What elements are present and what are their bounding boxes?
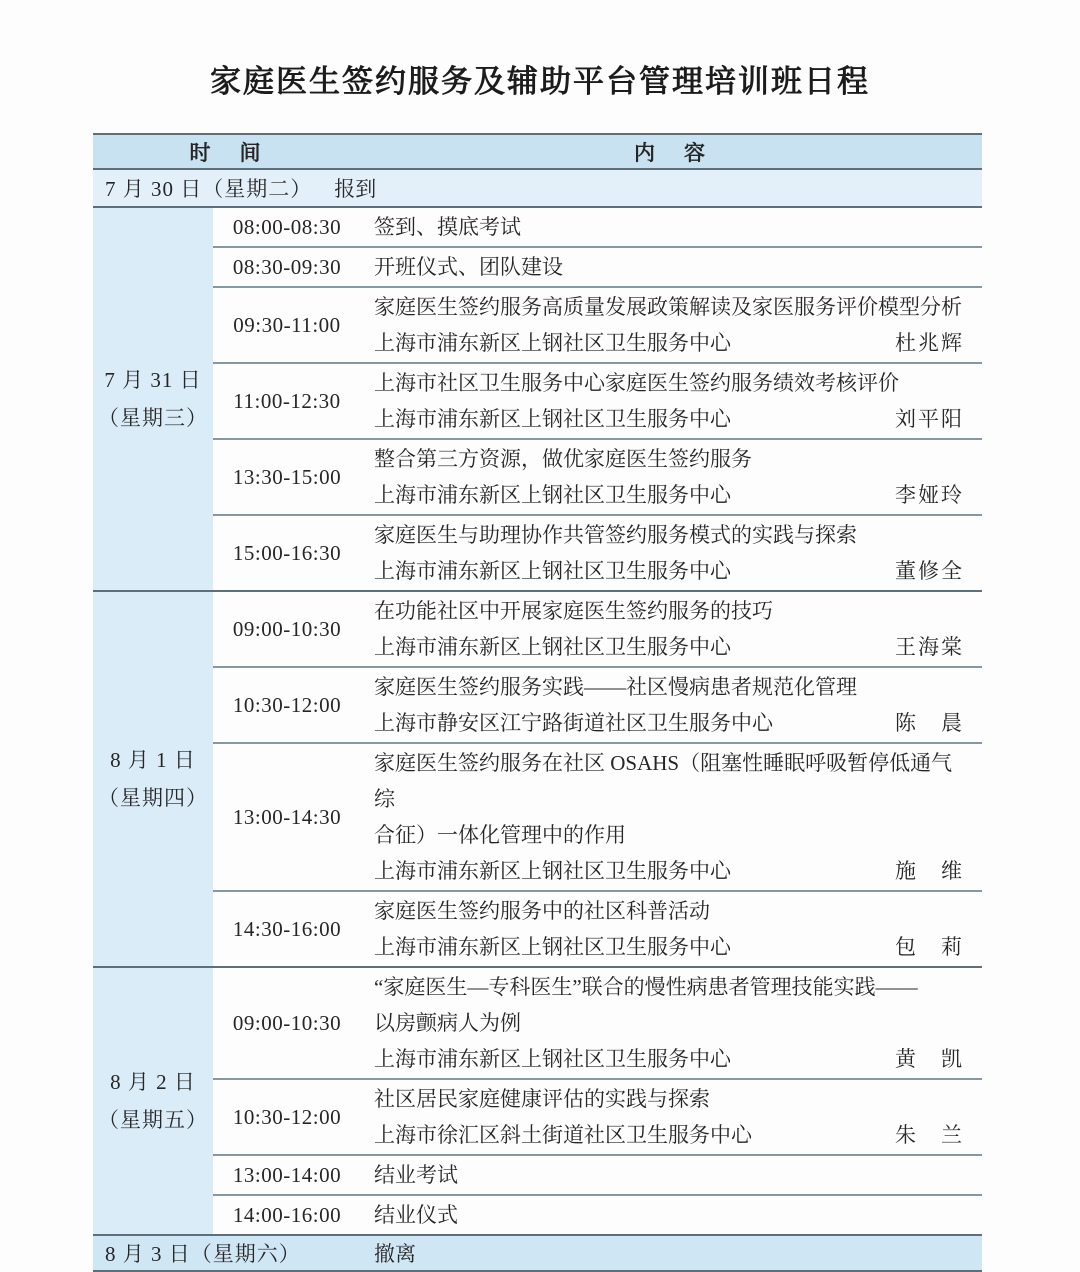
row-jul30 [93, 170, 982, 208]
session-org: 上海市浦东新区上钢社区卫生服务中心 [374, 1047, 731, 1071]
session-org-line [374, 705, 964, 741]
jul30-activity: 报到 [334, 177, 377, 201]
jul31-date-cell [93, 208, 213, 590]
session-time: 09:30-11:00 [233, 312, 341, 337]
session-org-line [374, 1117, 964, 1153]
aug3-date: 8 月 3 日（星期六） [105, 1242, 301, 1266]
session-speaker: 施 维 [895, 859, 964, 883]
session-speaker: 黄 凯 [895, 1047, 964, 1071]
session-org: 上海市静安区江宁路街道社区卫生服务中心 [374, 711, 773, 735]
session-row [213, 1194, 982, 1234]
session-row [213, 286, 982, 362]
session-content [361, 668, 982, 742]
session-row [213, 890, 982, 966]
session-row [213, 246, 982, 286]
session-row [213, 1078, 982, 1154]
session-speaker: 李娅玲 [895, 483, 964, 507]
session-org-line [374, 929, 964, 965]
session-speaker: 杜兆辉 [895, 331, 964, 355]
session-speaker: 刘平阳 [895, 407, 964, 431]
session-row [213, 666, 982, 742]
session-org: 上海市浦东新区上钢社区卫生服务中心 [374, 559, 731, 583]
session-time: 13:00-14:00 [232, 1162, 342, 1187]
session-time: 08:30-09:30 [232, 254, 342, 279]
session-row [213, 514, 982, 590]
session-time: 09:00-10:30 [232, 1010, 342, 1035]
session-org: 上海市浦东新区上钢社区卫生服务中心 [374, 635, 731, 659]
day-block-jul31 [93, 208, 982, 592]
aug3-activity: 撤离 [374, 1242, 416, 1266]
header-time-label: 时 间 [189, 140, 265, 165]
session-org-line [374, 853, 964, 889]
session-topic: 家庭医生签约服务在社区 OSAHS（阻塞性睡眠呼吸暂停低通气综 [374, 751, 953, 811]
session-speaker: 董修全 [895, 559, 964, 583]
session-time: 10:30-12:00 [232, 692, 342, 717]
session-row [213, 362, 982, 438]
session-topic: “家庭医生—专科医生”联合的慢性病患者管理技能实践—— [374, 975, 918, 999]
session-org-line [374, 553, 964, 589]
session-content [361, 516, 982, 590]
session-org: 上海市浦东新区上钢社区卫生服务中心 [374, 331, 731, 355]
session-content [361, 744, 982, 890]
session-topic: 家庭医生签约服务实践——社区慢病患者规范化管理 [374, 675, 857, 699]
aug2-date-line2: （星期五） [98, 1108, 208, 1132]
aug1-date-line1: 8 月 1 日 [110, 748, 196, 772]
page-title: 家庭医生签约服务及辅助平台管理培训班日程 [210, 64, 870, 99]
session-time: 13:00-14:30 [232, 804, 342, 829]
session-content [361, 592, 982, 666]
session-time: 08:00-08:30 [232, 214, 342, 239]
session-topic-line2: 以房颤病人为例 [374, 1011, 521, 1035]
session-time: 14:30-16:00 [232, 916, 342, 941]
session-speaker: 王海棠 [895, 635, 964, 659]
session-org-line [374, 1041, 964, 1077]
session-topic: 上海市社区卫生服务中心家庭医生签约服务绩效考核评价 [374, 371, 899, 395]
session-org: 上海市浦东新区上钢社区卫生服务中心 [374, 407, 731, 431]
session-org-line [374, 325, 964, 361]
session-time: 10:30-12:00 [232, 1104, 342, 1129]
session-org-line [374, 477, 964, 513]
session-time: 15:00-16:30 [232, 540, 342, 565]
day-block-aug2 [93, 968, 982, 1236]
session-row [213, 968, 982, 1078]
session-content [361, 1080, 982, 1154]
session-speaker: 朱 兰 [895, 1123, 964, 1147]
aug2-sessions [213, 968, 982, 1234]
session-org-line [374, 401, 964, 437]
session-org: 上海市浦东新区上钢社区卫生服务中心 [374, 935, 731, 959]
session-content [361, 364, 982, 438]
session-content [361, 248, 982, 286]
session-row [213, 592, 982, 666]
session-org: 上海市浦东新区上钢社区卫生服务中心 [374, 859, 731, 883]
aug2-date-line1: 8 月 2 日 [110, 1070, 196, 1094]
session-content [361, 892, 982, 966]
session-topic: 家庭医生与助理协作共管签约服务模式的实践与探索 [374, 523, 857, 547]
session-topic: 结业考试 [374, 1163, 458, 1187]
session-content [361, 968, 982, 1078]
session-time: 13:30-15:00 [232, 464, 342, 489]
jul31-date-line2: （星期三） [98, 406, 208, 430]
session-content [361, 1156, 982, 1194]
session-topic-line2: 合征）一体化管理中的作用 [374, 823, 626, 847]
session-speaker: 包 莉 [895, 935, 964, 959]
session-topic: 签到、摸底考试 [374, 215, 521, 239]
session-topic: 结业仪式 [374, 1203, 458, 1227]
session-topic: 整合第三方资源，做优家庭医生签约服务 [374, 447, 752, 471]
session-row [213, 742, 982, 890]
session-speaker: 陈 晨 [895, 711, 964, 735]
aug1-sessions [213, 592, 982, 966]
aug1-date-line2: （星期四） [98, 786, 208, 810]
session-row [213, 1154, 982, 1194]
session-time: 14:00-16:00 [232, 1202, 342, 1227]
session-topic: 家庭医生签约服务中的社区科普活动 [374, 899, 710, 923]
table-header-row [93, 135, 982, 170]
session-time: 09:00-10:30 [232, 616, 342, 641]
jul31-sessions [213, 208, 982, 590]
session-content [361, 208, 982, 246]
session-content [361, 288, 982, 362]
session-topic: 开班仪式、团队建设 [374, 255, 563, 279]
session-topic: 家庭医生签约服务高质量发展政策解读及家医服务评价模型分析 [374, 295, 962, 319]
header-content-label: 内 容 [634, 140, 709, 165]
session-content [361, 1196, 982, 1234]
aug2-date-cell [93, 968, 213, 1234]
row-aug3 [93, 1236, 982, 1270]
aug1-date-cell [93, 592, 213, 966]
session-org-line [374, 629, 964, 665]
jul30-date: 7 月 30 日（星期二） [105, 177, 313, 201]
session-content [361, 440, 982, 514]
session-org: 上海市浦东新区上钢社区卫生服务中心 [374, 483, 731, 507]
session-time: 11:00-12:30 [233, 388, 341, 413]
session-topic: 社区居民家庭健康评估的实践与探索 [374, 1087, 710, 1111]
session-row [213, 438, 982, 514]
day-block-aug1 [93, 592, 982, 968]
jul31-date-line1: 7 月 31 日 [104, 368, 202, 392]
session-topic: 在功能社区中开展家庭医生签约服务的技巧 [374, 599, 773, 623]
session-org: 上海市徐汇区斜土街道社区卫生服务中心 [374, 1123, 752, 1147]
session-row [213, 208, 982, 246]
schedule-table [93, 133, 982, 1272]
